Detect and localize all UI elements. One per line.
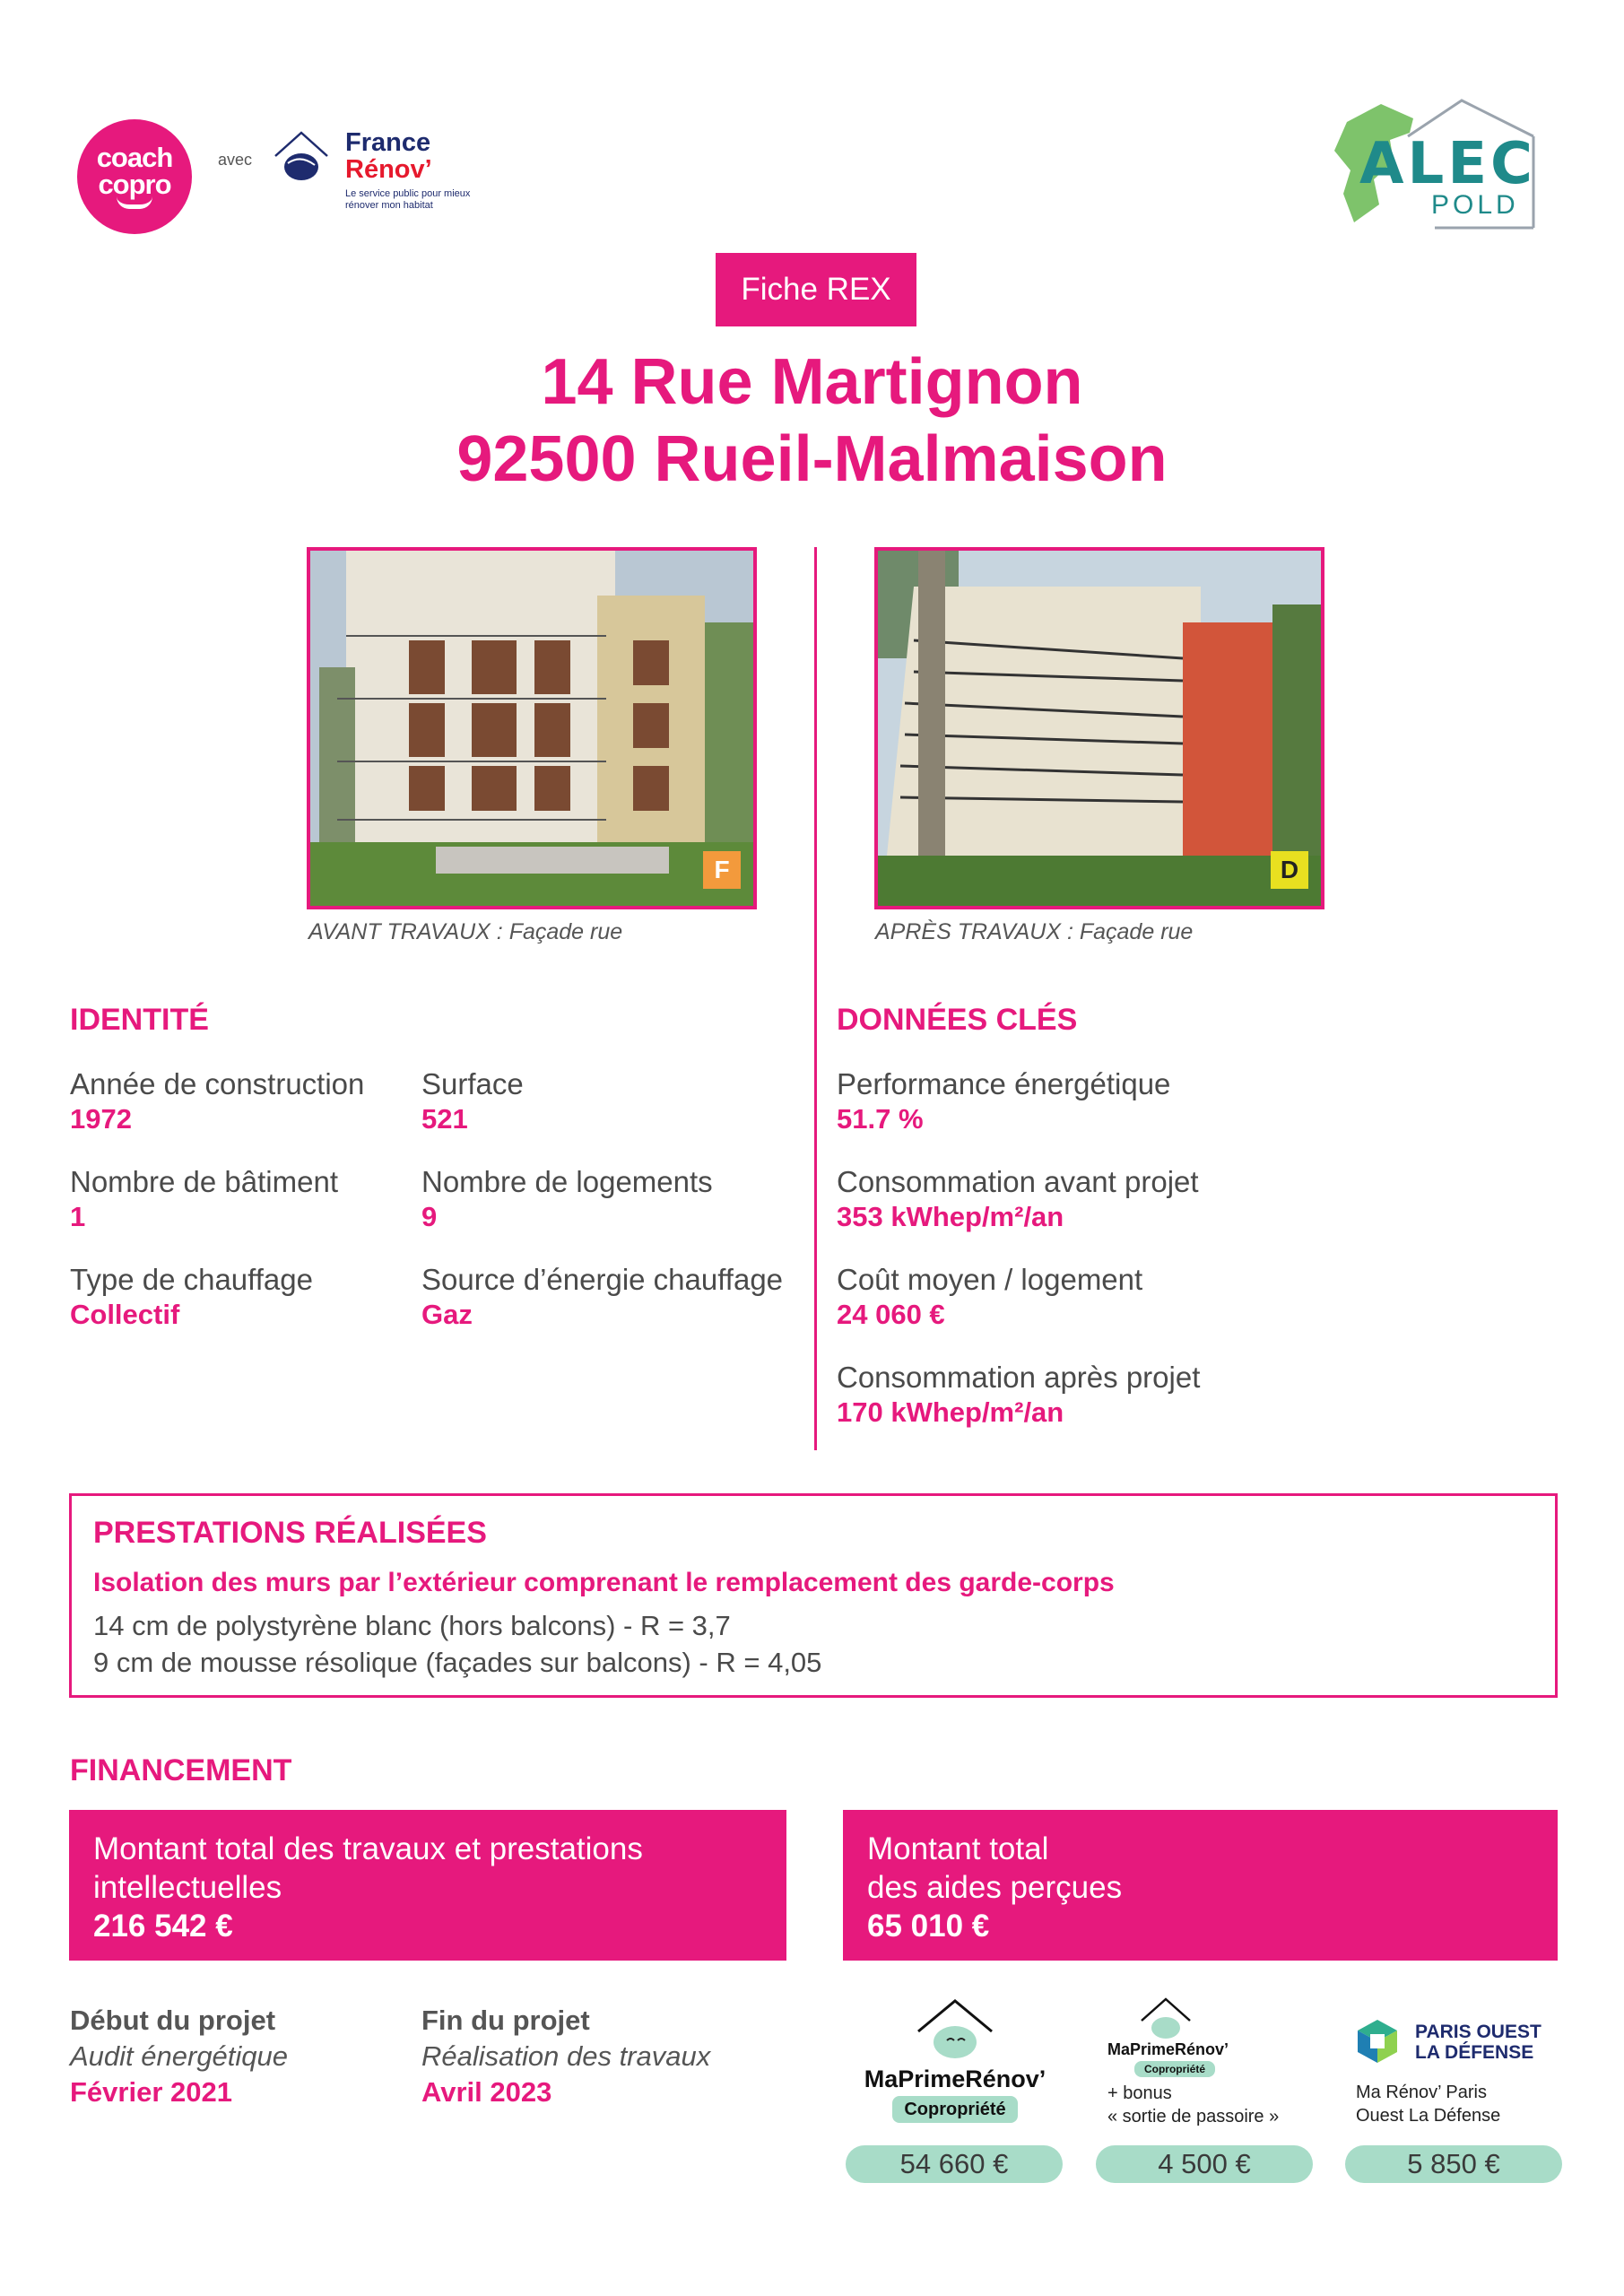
prestations-heading: PRESTATIONS RÉALISÉES xyxy=(93,1516,487,1550)
identite-label: Année de construction xyxy=(70,1067,365,1100)
donnees-value: 170 kWhep/m²/an xyxy=(837,1396,1064,1428)
smile-icon xyxy=(117,196,152,209)
energy-label-before: F xyxy=(703,851,741,889)
identite-value: 521 xyxy=(421,1103,468,1135)
prestation-line: 14 cm de polystyrène blanc (hors balcons) - R = 3,7 xyxy=(93,1610,731,1641)
france-renov-logo xyxy=(274,111,480,210)
aid-logo-name: MaPrimeRénov’ xyxy=(864,2066,1046,2092)
fr-logo-line1: France xyxy=(345,128,431,157)
fr-logo-tagline: Le service public pour mieux rénover mon habitat xyxy=(345,188,471,211)
fr-logo-line2: Rénov’ xyxy=(345,155,432,184)
aid-note-line1: + bonus xyxy=(1107,2083,1172,2103)
identite-value: Collectif xyxy=(70,1299,180,1330)
aid-amount-pill: 5 850 € xyxy=(1345,2145,1562,2183)
identite-label: Source d’énergie chauffage xyxy=(421,1263,784,1296)
aid-logo-name: MaPrimeRénov’ xyxy=(1107,2040,1229,2058)
donnees-value: 353 kWhep/m²/an xyxy=(837,1201,1064,1232)
caption-before: AVANT TRAVAUX : Façade rue xyxy=(308,919,623,944)
coach-logo-line2: copro xyxy=(98,169,171,200)
aid-note-line1: Ma Rénov’ Paris xyxy=(1356,2083,1487,2102)
avec-text: avec xyxy=(218,151,253,169)
fin-date: Avril 2023 xyxy=(421,2076,552,2108)
house-icon xyxy=(274,129,329,185)
identite-label: Nombre de bâtiment xyxy=(70,1165,338,1198)
aid-logo-tag: Copropriété xyxy=(1134,2061,1215,2077)
aid-note-line2: « sortie de passoire » xyxy=(1107,2107,1280,2126)
donnees-value: 24 060 € xyxy=(837,1299,945,1330)
address-line1: 14 Rue Martignon xyxy=(541,346,1083,418)
paris-ouest-logo xyxy=(1356,2018,1562,2126)
photo-before xyxy=(307,547,757,909)
total-aides-box xyxy=(843,1810,1558,1961)
pold-logo-line1: PARIS OUEST xyxy=(1415,2022,1541,2042)
aid-note-line2: Ouest La Défense xyxy=(1356,2106,1501,2126)
maprimerenov-bonus-logo xyxy=(1103,1996,1318,2130)
fin-label: Fin du projet xyxy=(421,2005,590,2036)
energy-label-after: D xyxy=(1271,851,1308,889)
prestations-subheading: Isolation des murs par l’extérieur comprenant le remplacement des garde-corps xyxy=(93,1568,1115,1597)
total-travaux-line1: Montant total des travaux et prestations xyxy=(93,1831,643,1866)
debut-date: Février 2021 xyxy=(70,2076,232,2108)
total-travaux-line2: intellectuelles xyxy=(93,1870,282,1905)
identite-value: 9 xyxy=(421,1201,438,1232)
building-after-image xyxy=(878,551,1321,906)
coach-logo-line1: coach xyxy=(96,142,173,173)
donnees-heading: DONNÉES CLÉS xyxy=(837,1003,1078,1037)
donnees-label: Performance énergétique xyxy=(837,1067,1171,1100)
total-aides-line2: des aides perçues xyxy=(867,1870,1123,1905)
maprimerenov-house-icon xyxy=(915,1996,995,2058)
alec-pold-logo xyxy=(1327,97,1542,231)
maprimerenov-logo xyxy=(852,1996,1058,2121)
identite-value: 1972 xyxy=(70,1103,132,1135)
alec-logo-line1: ALEC xyxy=(1359,131,1536,197)
identite-value: Gaz xyxy=(421,1299,473,1330)
debut-phase: Audit énergétique xyxy=(70,2040,289,2072)
aid-logo-tag: Copropriété xyxy=(892,2096,1018,2123)
prestation-line: 9 cm de mousse résolique (façades sur balcons) - R = 4,05 xyxy=(93,1647,822,1678)
maprimerenov-house-icon xyxy=(1139,1996,1193,2039)
address-line2: 92500 Rueil-Malmaison xyxy=(456,423,1168,495)
alec-logo-line2: POLD xyxy=(1431,190,1519,220)
column-divider xyxy=(814,547,817,1450)
coachcopro-logo xyxy=(77,119,192,234)
donnees-label: Consommation après projet xyxy=(837,1361,1201,1394)
aid-amount-pill: 4 500 € xyxy=(1096,2145,1313,2183)
debut-label: Début du projet xyxy=(70,2005,276,2036)
pold-logo-line2: LA DÉFENSE xyxy=(1415,2042,1534,2063)
total-aides-line1: Montant total xyxy=(867,1831,1049,1866)
identite-value: 1 xyxy=(70,1201,86,1232)
caption-after: APRÈS TRAVAUX : Façade rue xyxy=(875,919,1194,944)
financement-heading: FINANCEMENT xyxy=(70,1753,292,1787)
fin-phase: Réalisation des travaux xyxy=(421,2040,711,2072)
pold-cube-icon xyxy=(1356,2018,1399,2065)
aid-amount-pill: 54 660 € xyxy=(846,2145,1063,2183)
total-travaux-box xyxy=(69,1810,786,1961)
identite-label: Nombre de logements xyxy=(421,1165,713,1198)
donnees-label: Coût moyen / logement xyxy=(837,1263,1143,1296)
fiche-rex-badge: Fiche REX xyxy=(716,253,916,326)
photo-after xyxy=(874,547,1324,909)
identite-heading: IDENTITÉ xyxy=(70,1003,209,1037)
building-before-image xyxy=(310,551,753,906)
donnees-label: Consommation avant projet xyxy=(837,1165,1199,1198)
donnees-value: 51.7 % xyxy=(837,1103,924,1135)
identite-label: Type de chauffage xyxy=(70,1263,313,1296)
total-aides-amount: 65 010 € xyxy=(867,1909,990,1944)
total-travaux-amount: 216 542 € xyxy=(93,1909,233,1944)
identite-label: Surface xyxy=(421,1067,524,1100)
